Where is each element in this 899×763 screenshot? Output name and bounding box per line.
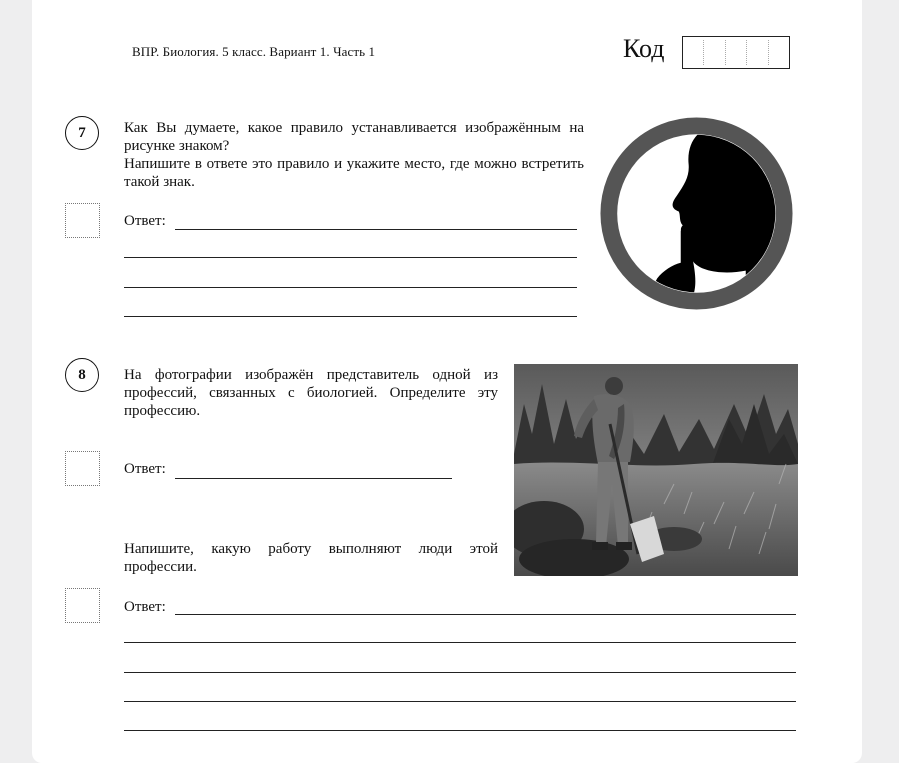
- kod-cell: [769, 40, 789, 65]
- kod-cell: [704, 40, 725, 65]
- question-7-answer-line[interactable]: [124, 257, 577, 258]
- question-7-answer-line[interactable]: [124, 287, 577, 288]
- question-8-answer2-line[interactable]: [124, 672, 796, 673]
- question-7-score-box: [65, 203, 100, 238]
- question-8-score-box: [65, 451, 100, 486]
- page-header: ВПР. Биология. 5 класс. Вариант 1. Часть 1: [132, 44, 376, 59]
- kod-cell: [747, 40, 768, 65]
- silence-sign-icon: [598, 115, 795, 312]
- question-8-answer2-line[interactable]: [175, 614, 796, 615]
- question-7-number: 7: [65, 116, 99, 150]
- question-7-answer-label: Ответ:: [124, 213, 166, 229]
- worksheet-page: [32, 0, 862, 763]
- question-8-answer-label: Ответ:: [124, 461, 166, 477]
- kod-input-box[interactable]: [682, 36, 790, 69]
- question-7-text-line1: Как Вы думаете, какое правило устанавливается изображённым на рисунке знаком?: [124, 120, 584, 154]
- question-7-answer-line[interactable]: [175, 229, 577, 230]
- kod-cell: [683, 40, 704, 65]
- question-7-answer-line[interactable]: [124, 316, 577, 317]
- question-8-number: 8: [65, 358, 99, 392]
- question-8-text: На фотографии изображён представитель одной из профессий, связанных с биологией. Определите эту профессию.: [124, 367, 498, 419]
- question-8-answer2-line[interactable]: [124, 730, 796, 731]
- question-8-answer2-line[interactable]: [124, 701, 796, 702]
- question-7-text: [124, 119, 584, 191]
- question-8-score-box-2: [65, 588, 100, 623]
- question-8-answer2-line[interactable]: [124, 642, 796, 643]
- question-8-text2: Напишите, какую работу выполняют люди этой профессии.: [124, 541, 498, 575]
- kod-label: Код: [623, 34, 665, 63]
- question-8-answer-line[interactable]: [175, 478, 452, 479]
- kod-cell: [726, 40, 747, 65]
- question-7-text-line2: Напишите в ответе это правило и укажите место, где можно встретить такой знак.: [124, 156, 584, 190]
- forester-photo: [514, 364, 798, 576]
- question-8-answer2-label: Ответ:: [124, 599, 166, 615]
